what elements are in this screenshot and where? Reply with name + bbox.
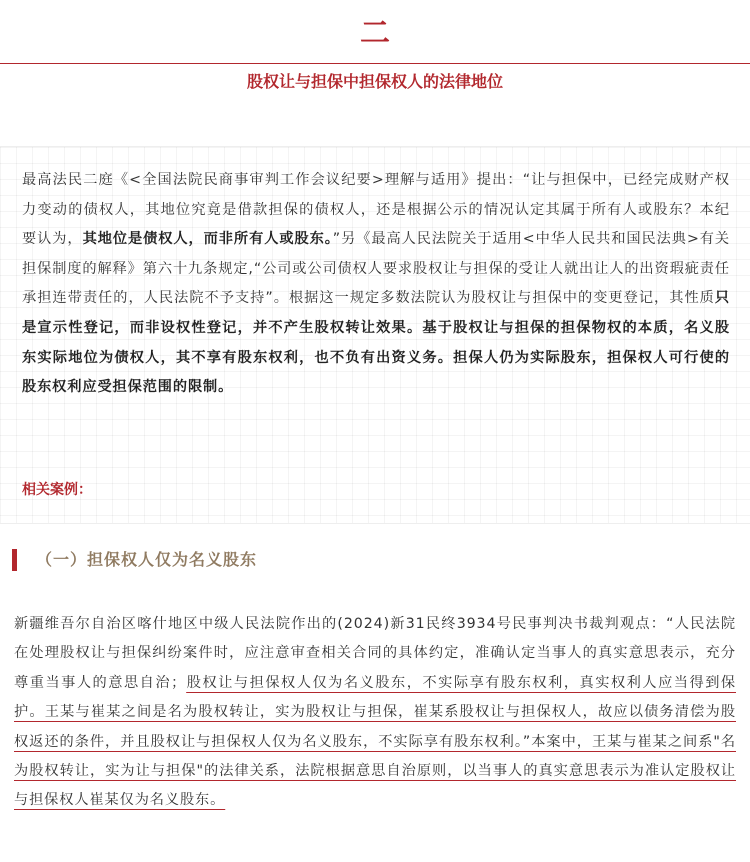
summary-paragraph	[22, 166, 730, 403]
header-divider	[0, 63, 750, 64]
case-paragraph	[14, 610, 736, 816]
subheading-accent-bar	[12, 549, 17, 571]
section-number: 二	[360, 16, 390, 51]
summary-bold-2: 只是宣示性登记，而非设权性登记，并不产生股权转让效果。基于股权让与担保的担保物权的本质，名义股东实际地位为债权人，其不享有股东权利，也不负有出资义务。担保人仍为实际股东，担保权人可行使的股东权利应受担保范围的限制。	[22, 290, 730, 396]
subsection-heading: （一）担保权人仅为名义股东	[36, 550, 258, 569]
summary-text-2: ”另《最高人民法院关于适用<中华人民共和国民法典>有关担保制度的解释》第六十九条规定,“公司或公司债权人要求股权让与担保的受让人就出让人的出资瑕疵责任承担连带责任的，人民法院不予支持”。根据这一规定多数法院认为股权让与担保中的变更登记，其性质	[22, 231, 731, 307]
section-title: 股权让与担保中担保权人的法律地位	[246, 72, 503, 91]
summary-text-1: 最高法民二庭《<全国法院民商事审判工作会议纪要>理解与适用》提出：“让与担保中，已经完成财产权力变动的债权人，其地位究竟是借款担保的债权人，还是根据公示的情况认定其属于所有人或股东？本纪要认为，	[22, 172, 730, 248]
summary-bold-1: 其地位是债权人，而非所有人或股东。	[82, 231, 333, 248]
case-intro: 新疆维吾尔自治区喀什地区中级人民法院作出的(2024)新31民终3934号民事判决书裁判观点：“人民法院在处理股权让与担保纠纷案件时，应注意审查相关合同的具体约定，准确认定当事人的真实意思表示，充分尊重当事人的意思自治；	[14, 616, 736, 691]
related-cases-label: 相关案例：	[22, 482, 92, 498]
case-underlined-holding: 股权让与担保权人仅为名义股东，不实际享有股东权利，真实权利人应当得到保护。王某与崔某之间是名为股权转让，实为股权让与担保，崔某系股权让与担保权人，故应以债务清偿为股权返还的条件，并且股权让与担保权人仅为名义股东，不实际享有股东权利。”本案中，王某与崔某之间系"名为股权转让，实为让与担保"的法律关系，法院根据意思自治原则，以当事人的真实意思表示为准认定股权让与担保权人崔某仅为名义股东。	[14, 674, 736, 809]
